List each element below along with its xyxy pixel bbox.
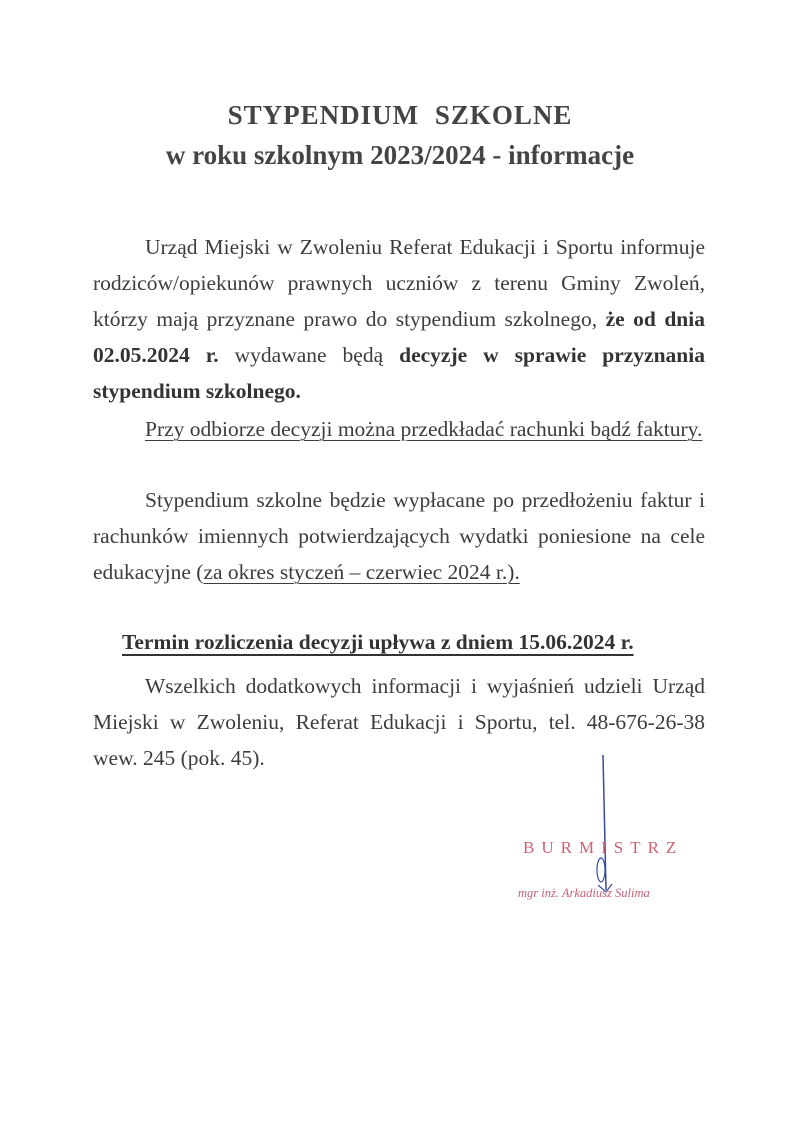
handwritten-signature-icon [560,750,620,900]
payment-text: Stypendium szkolne będzie wypłacane po przedłożeniu faktur i rachunków imiennych potwierdzających wydatki poniesione na cele edukacyjne ( [93,488,705,584]
announcement-text-2: wydawane będą [218,343,400,367]
start-date-text: że od dnia 02.05.2024 r. [93,307,705,367]
paragraph-payment [93,482,705,590]
receipts-text: Przy odbiorze decyzji można przedkładać rachunki bądź faktury. [145,417,703,441]
document-title: STYPENDIUM SZKOLNE [227,100,573,130]
announcement-text: Urząd Miejski w Zwoleniu Referat Edukacji i Sportu informuje rodziców/opiekunów prawnych uczniów z terenu Gminy Zwoleń, którzy mają przyznane prawo do stypendium szkolnego, [93,235,705,331]
period-text: za okres styczeń – czerwiec 2024 r.). [203,560,520,584]
stamp-name: mgr inż. Arkadiusz Sulima [518,886,650,900]
paragraph-announcement [93,229,705,409]
document-subtitle: w roku szkolnym 2023/2024 - informacje [165,140,635,170]
deadline-notice: Termin rozliczenia decyzji upływa z dniem 15.06.2024 r. [122,630,634,654]
decision-text: decyzje w sprawie przyznania stypendium szkolnego. [93,343,705,403]
paragraph-contact: Wszelkich dodatkowych informacji i wyjaśnień udzieli Urząd Miejski w Zwoleniu, Referat Edukacji i Sportu, tel. 48-676-26-38 wew. 245 (pok. 45). [93,674,705,770]
paragraph-receipts [93,411,705,447]
stamp-title: BURMISTRZ [523,838,684,857]
